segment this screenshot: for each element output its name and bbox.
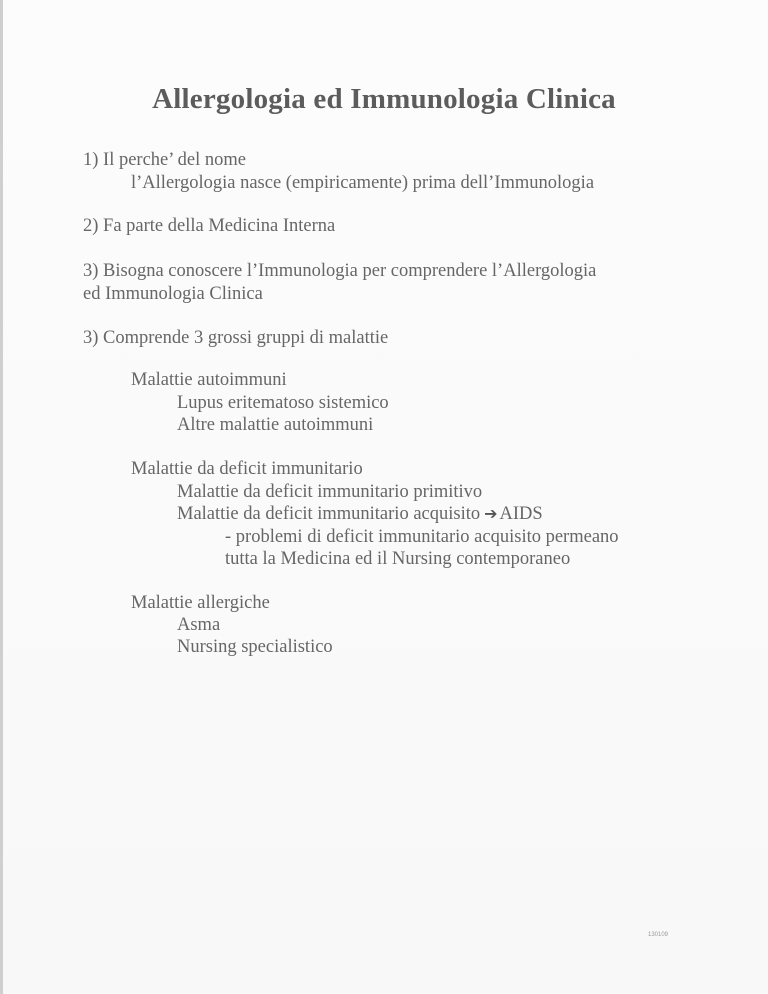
group-deficit-note-line-1: - problemi di deficit immunitario acquisito permeano [225, 527, 619, 547]
group-allergic-item: Asma [177, 615, 221, 635]
group-allergic-item: Nursing specialistico [177, 637, 333, 657]
section-3b-heading: 3) Comprende 3 grossi gruppi di malattie [83, 328, 389, 348]
group-autoimmune-item: Lupus eritematoso sistemico [177, 393, 389, 413]
group-deficit-primitive: Malattie da deficit immunitario primitivo [177, 482, 483, 502]
page-stamp: 130109 [648, 932, 669, 938]
section-3a-line-2: ed Immunologia Clinica [83, 284, 263, 304]
group-autoimmune-item: Altre malattie autoimmuni [177, 415, 374, 435]
group-autoimmune-label: Malattie autoimmuni [131, 370, 287, 390]
page-title: Allergologia ed Immunologia Clinica [152, 83, 616, 115]
group-allergic-label: Malattie allergiche [131, 593, 270, 613]
section-2-heading: 2) Fa parte della Medicina Interna [83, 216, 336, 236]
section-1-detail: l’Allergologia nasce (empiricamente) prima dell’Immunologia [131, 173, 595, 193]
right-arrow-icon: ➔ [484, 504, 498, 523]
group-deficit-acquired-target: AIDS [499, 504, 543, 524]
group-deficit-acquired-row [177, 503, 543, 525]
section-3a-line-1: 3) Bisogna conoscere l’Immunologia per comprendere l’Allergologia [83, 261, 597, 281]
section-1-heading: 1) Il perche’ del nome [83, 150, 246, 170]
page-edge [0, 0, 3, 994]
group-deficit-note-line-2: tutta la Medicina ed il Nursing contemporaneo [225, 549, 571, 569]
group-deficit-acquired: Malattie da deficit immunitario acquisito [177, 504, 481, 524]
group-deficit-label: Malattie da deficit immunitario [131, 459, 363, 479]
